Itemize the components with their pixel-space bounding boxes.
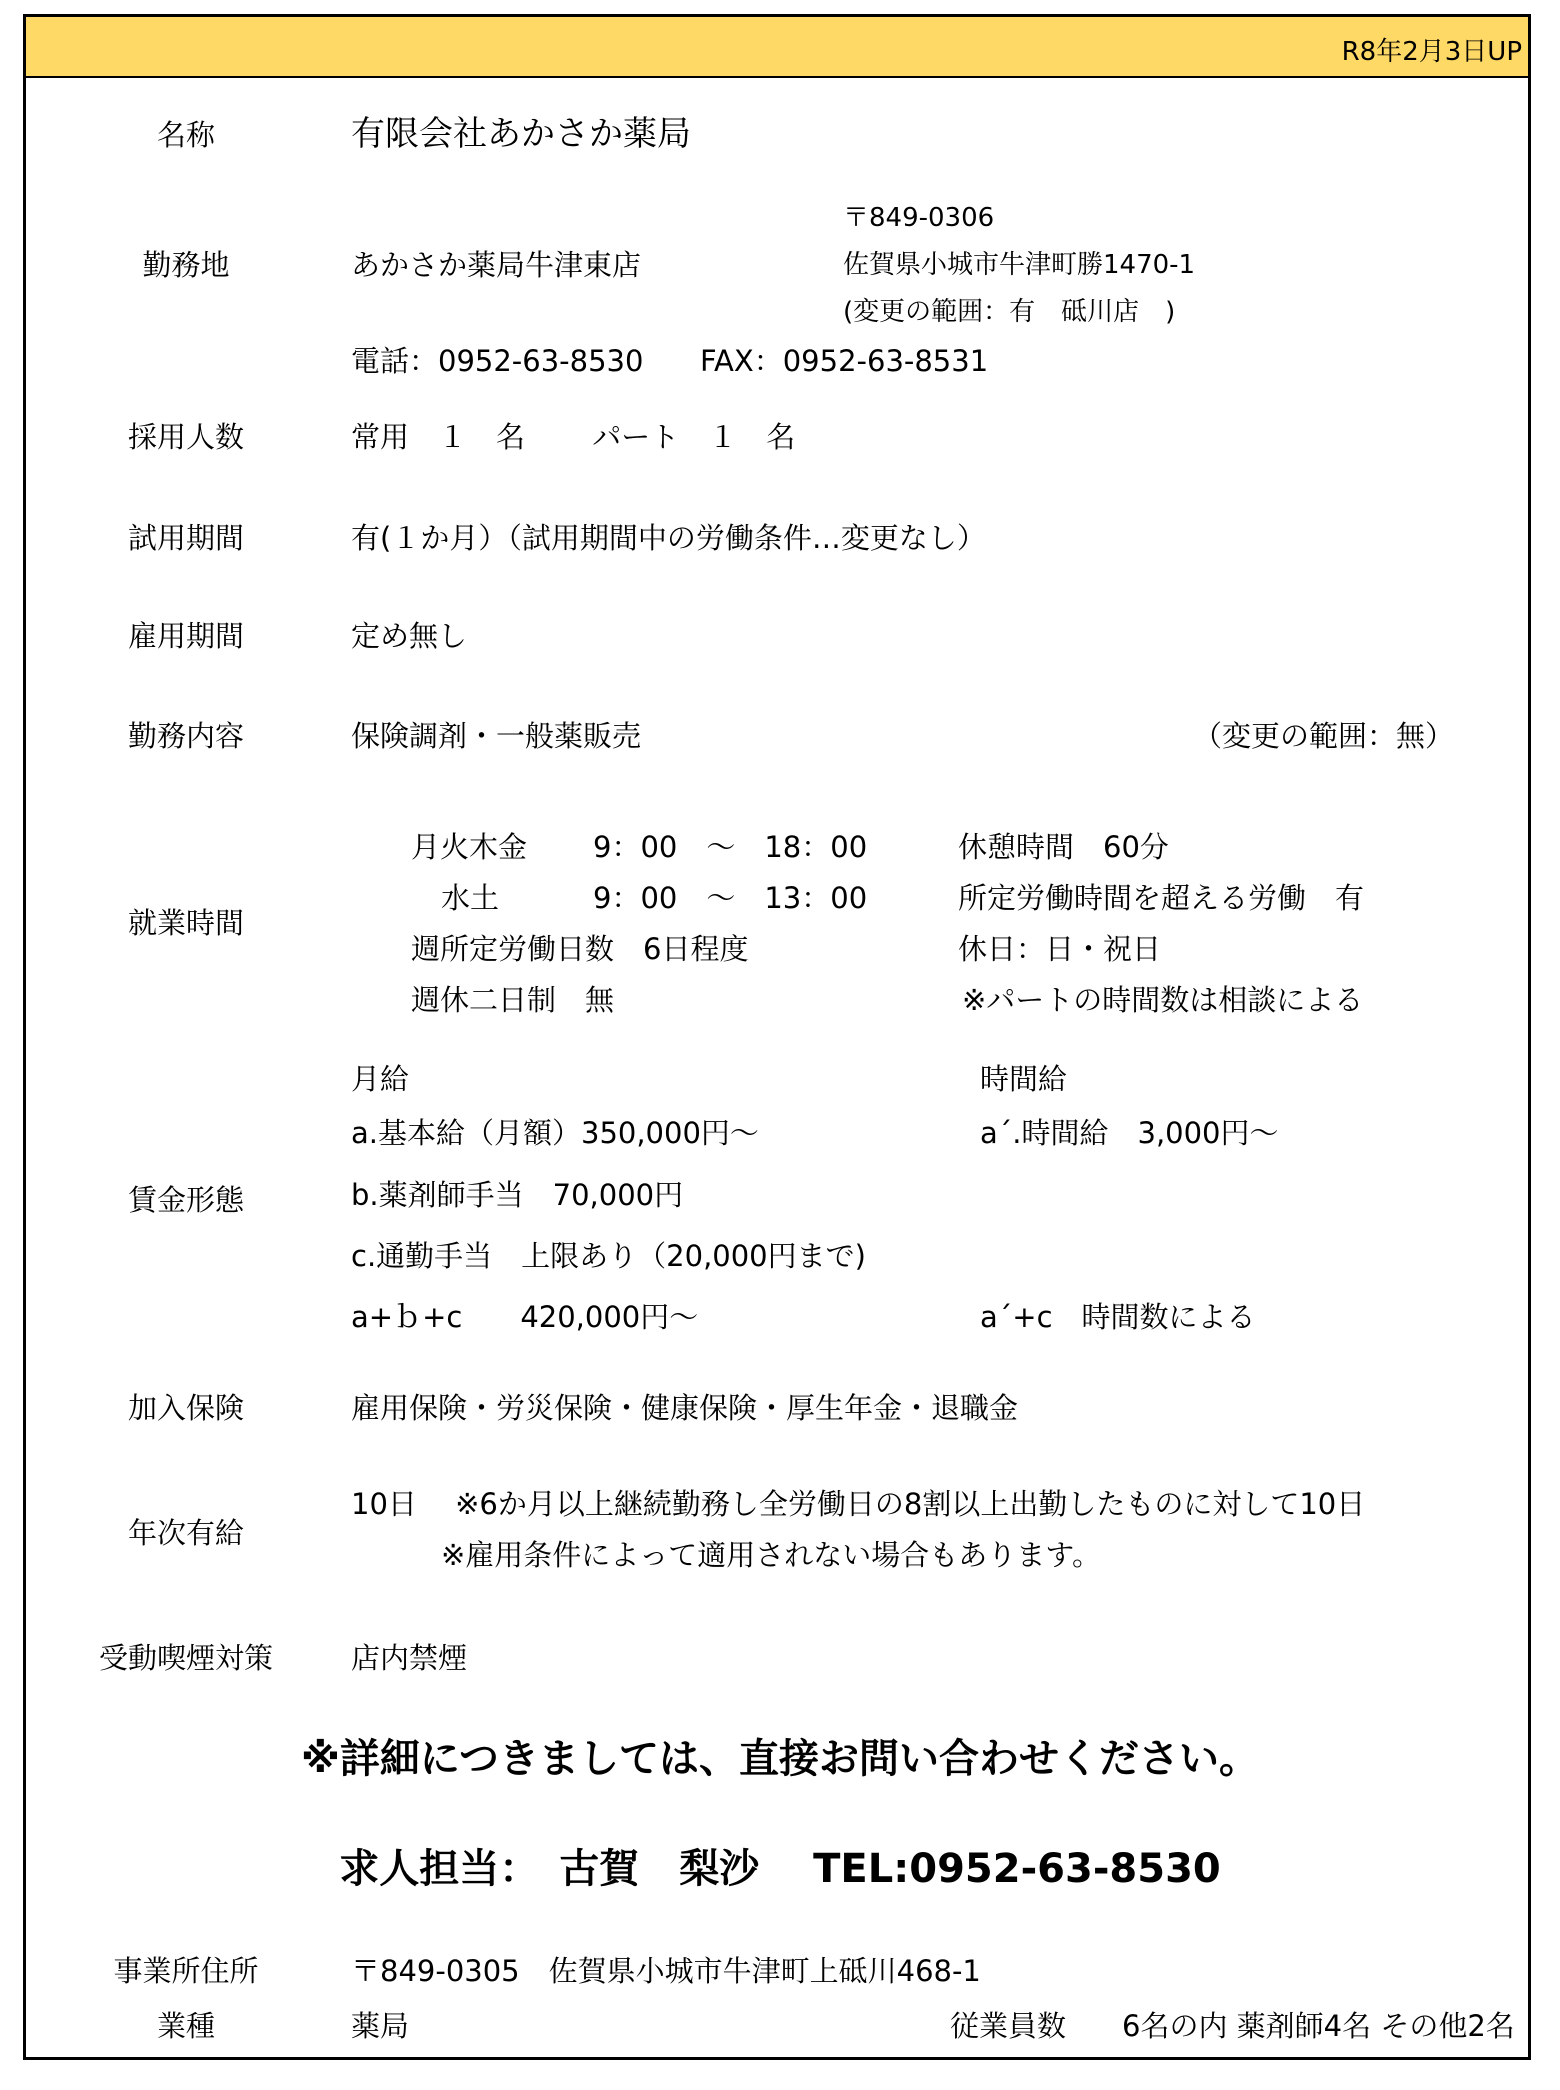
employees-value: 6名の内 薬剤師4名 その他2名 xyxy=(1122,2009,1515,2043)
hours-weekly: 週所定労働日数 6日程度 xyxy=(411,932,749,966)
inquiry-notice: ※詳細につきましては、直接お問い合わせください。 xyxy=(300,1736,1260,1782)
company-name: 有限会社あかさか薬局 xyxy=(351,114,691,154)
wage-c: c.通勤手当 上限あり（20,000円まで) xyxy=(351,1239,866,1273)
label-workplace: 勤務地 xyxy=(142,248,230,282)
hires-value: 常用 １ 名 パート １ 名 xyxy=(351,420,796,454)
label-smoking: 受動喫煙対策 xyxy=(98,1641,273,1675)
hours-time-2: 9：00 ～ 13：00 xyxy=(593,881,868,915)
hours-break: 休憩時間 60分 xyxy=(958,830,1169,864)
label-hires: 採用人数 xyxy=(127,420,244,454)
hours-overtime: 所定労働時間を超える労働 有 xyxy=(958,881,1365,915)
contact-info: 求人担当： 古賀 梨沙 TEL:0952-63-8530 xyxy=(339,1846,1221,1892)
label-office: 事業所住所 xyxy=(113,1954,259,1988)
wage-b: b.薬剤師手当 70,000円 xyxy=(351,1178,684,1212)
header-bar xyxy=(26,17,1528,78)
employment-period-value: 定め無し xyxy=(351,619,468,653)
update-date: R8年2月3日UP xyxy=(1341,37,1522,67)
wage-a2: a´.時間給 3,000円～ xyxy=(980,1116,1279,1150)
wage-monthly-title: 月給 xyxy=(351,1062,410,1096)
wage-hourly-title: 時間給 xyxy=(980,1062,1068,1096)
workplace-fax: FAX：0952-63-8531 xyxy=(700,344,989,378)
trial-value: 有(１か月）（試用期間中の労働条件…変更なし） xyxy=(351,521,986,555)
hours-days-2: 水土 xyxy=(441,881,500,915)
wage-total2: a´+c 時間数による xyxy=(980,1300,1256,1334)
label-employment-period: 雇用期間 xyxy=(127,619,244,653)
smoking-value: 店内禁煙 xyxy=(351,1641,468,1675)
hours-time-1: 9：00 ～ 18：00 xyxy=(593,830,868,864)
label-hours: 就業時間 xyxy=(127,906,244,940)
label-leave: 年次有給 xyxy=(127,1516,244,1550)
employees-label: 従業員数 xyxy=(950,2009,1067,2043)
office-address: 〒849-0305 佐賀県小城市牛津町上砥川468-1 xyxy=(351,1954,981,1988)
workplace-postal: 〒849-0306 xyxy=(843,203,995,233)
industry-value: 薬局 xyxy=(351,2009,410,2043)
hours-part-note: ※パートの時間数は相談による xyxy=(962,983,1364,1017)
workplace-address: 佐賀県小城市牛津町勝1470-1 xyxy=(843,250,1196,280)
label-insurance: 加入保険 xyxy=(127,1391,244,1425)
label-industry: 業種 xyxy=(156,2009,215,2043)
wage-total: a+ｂ+c 420,000円～ xyxy=(351,1300,699,1334)
hours-two-days-off: 週休二日制 無 xyxy=(411,983,615,1017)
label-name: 名称 xyxy=(156,118,215,152)
store-name: あかさか薬局牛津東店 xyxy=(351,248,642,282)
label-wage: 賃金形態 xyxy=(127,1183,244,1217)
label-job: 勤務内容 xyxy=(127,719,244,753)
job-scope: （変更の範囲：無） xyxy=(1193,719,1455,753)
workplace-scope: (変更の範囲：有 砥川店 ) xyxy=(843,297,1176,327)
job-value: 保険調剤・一般薬販売 xyxy=(351,719,642,753)
workplace-tel: 電話：0952-63-8530 xyxy=(351,344,644,378)
insurance-value: 雇用保険・労災保険・健康保険・厚生年金・退職金 xyxy=(351,1391,1019,1425)
leave-line-2: ※雇用条件によって適用されない場合もあります。 xyxy=(441,1538,1101,1572)
label-trial: 試用期間 xyxy=(127,521,244,555)
wage-a: a.基本給（月額）350,000円～ xyxy=(351,1116,759,1150)
hours-days-1: 月火木金 xyxy=(411,830,528,864)
leave-line-1: 10日 ※6か月以上継続勤務し全労働日の8割以上出勤したものに対して10日 xyxy=(351,1487,1366,1521)
hours-holidays: 休日：日・祝日 xyxy=(958,932,1162,966)
